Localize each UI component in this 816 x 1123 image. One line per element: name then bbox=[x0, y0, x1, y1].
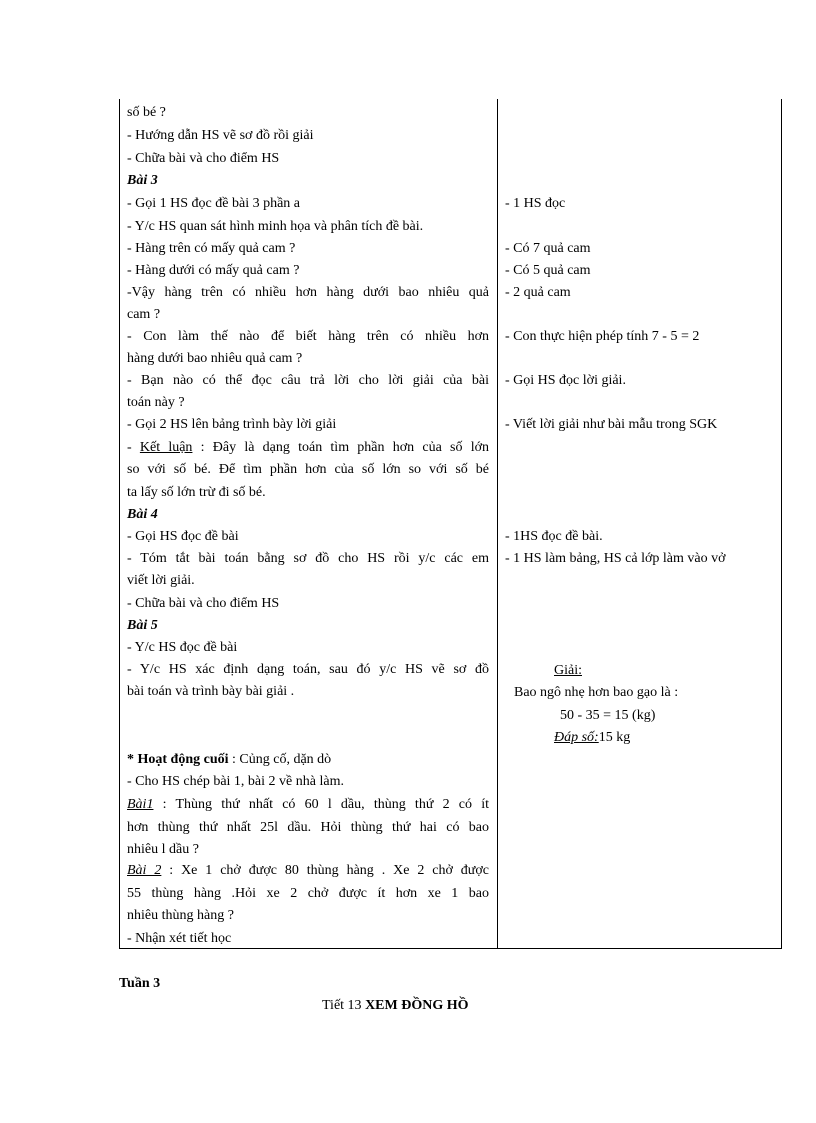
final-activity-line bbox=[127, 751, 331, 769]
final-activity-text: : Củng cố, dặn dò bbox=[228, 752, 332, 767]
left-line: - Nhận xét tiết học bbox=[127, 931, 232, 946]
left-line: hàng dưới bao nhiêu quả cam ? bbox=[127, 351, 303, 366]
left-line: -Vậy hàng trên có nhiều hơn hàng dưới bao nhiêu quả bbox=[127, 285, 489, 300]
conclusion-prefix: - bbox=[127, 440, 140, 455]
right-line: - 1 HS đọc bbox=[505, 196, 566, 211]
final-activity-label: * Hoạt động cuối bbox=[127, 752, 229, 767]
answer-line bbox=[554, 729, 630, 747]
right-line: - Gọi HS đọc lời giải. bbox=[505, 373, 626, 388]
left-line: - Chữa bài và cho điểm HS bbox=[127, 596, 280, 611]
left-line: so với số bé. Để tìm phần hơn của số lớn so với số bé bbox=[127, 462, 489, 477]
left-line: bài toán và trình bày bài giải . bbox=[127, 684, 295, 699]
left-line: viết lời giải. bbox=[127, 573, 195, 588]
left-line: - Chữa bài và cho điểm HS bbox=[127, 151, 280, 166]
left-line: - Bạn nào có thể đọc câu trả lời cho lời giải của bài bbox=[127, 373, 489, 388]
left-line: - Hướng dẫn HS vẽ sơ đồ rồi giải bbox=[127, 128, 314, 143]
right-line: - Có 5 quả cam bbox=[505, 263, 591, 278]
left-line: số bé ? bbox=[127, 105, 166, 120]
left-line: cam ? bbox=[127, 307, 161, 322]
lesson-title bbox=[322, 998, 469, 1014]
left-line: - Y/c HS đọc đề bài bbox=[127, 640, 238, 655]
lesson-table bbox=[119, 99, 782, 949]
left-line: 55 thùng hàng .Hỏi xe 2 chở được ít hơn xe 1 bao bbox=[127, 886, 489, 901]
lesson-number: Tiết 13 bbox=[322, 998, 366, 1013]
exercise-2-line bbox=[127, 862, 489, 880]
lesson-name: XEM ĐỒNG HỒ bbox=[365, 998, 469, 1013]
column-divider bbox=[497, 99, 498, 948]
left-line: - Hàng trên có mấy quả cam ? bbox=[127, 241, 296, 256]
right-line: - 2 quả cam bbox=[505, 285, 571, 300]
exercise-2-label: Bài 2 bbox=[127, 863, 162, 878]
left-line: - Cho HS chép bài 1, bài 2 về nhà làm. bbox=[127, 774, 344, 789]
left-line: ta lấy số lớn trừ đi số bé. bbox=[127, 485, 266, 500]
right-line: - 1 HS làm bảng, HS cả lớp làm vào vở bbox=[505, 551, 726, 566]
left-line: nhiêu l dầu ? bbox=[127, 842, 199, 857]
left-line: hơn thùng thứ nhất 25l dầu. Hỏi thùng thứ hai có bao bbox=[127, 820, 489, 835]
section-heading-bai4: Bài 4 bbox=[127, 507, 158, 522]
right-line: - Con thực hiện phép tính 7 - 5 = 2 bbox=[505, 329, 700, 344]
left-line: nhiêu thùng hàng ? bbox=[127, 908, 234, 923]
left-line: - Tóm tắt bài toán bằng sơ đồ cho HS rồi y/c các em bbox=[127, 551, 489, 566]
left-line: - Con làm thế nào để biết hàng trên có nhiều hơn bbox=[127, 329, 489, 344]
left-line: toán này ? bbox=[127, 395, 185, 410]
conclusion-text: : Đây là dạng toán tìm phần hơn của số lớn bbox=[192, 440, 489, 455]
conclusion-label: Kết luận bbox=[139, 440, 193, 455]
left-line: - Y/c HS xác định dạng toán, sau đó y/c HS vẽ sơ đồ bbox=[127, 662, 489, 677]
solution-line: Bao ngô nhẹ hơn bao gạo là : bbox=[514, 685, 679, 700]
answer-label: Đáp số: bbox=[554, 730, 599, 745]
solution-calc: 50 - 35 = 15 (kg) bbox=[560, 708, 656, 723]
section-heading-bai5: Bài 5 bbox=[127, 618, 158, 633]
left-line: - Hàng dưới có mấy quả cam ? bbox=[127, 263, 300, 278]
answer-value: 15 kg bbox=[598, 730, 631, 745]
left-line: - Gọi HS đọc đề bài bbox=[127, 529, 239, 544]
section-heading-bai3: Bài 3 bbox=[127, 173, 158, 188]
exercise-1-label: Bài1 bbox=[127, 797, 154, 812]
left-line: - Gọi 2 HS lên bảng trình bày lời giải bbox=[127, 417, 337, 432]
right-line: - 1HS đọc đề bài. bbox=[505, 529, 603, 544]
right-line: - Viết lời giải như bài mẫu trong SGK bbox=[505, 417, 718, 432]
exercise-2-text: : Xe 1 chở được 80 thùng hàng . Xe 2 chở được bbox=[161, 863, 489, 878]
left-line: - Y/c HS quan sát hình minh họa và phân tích đề bài. bbox=[127, 219, 424, 234]
left-line: - Gọi 1 HS đọc đề bài 3 phần a bbox=[127, 196, 301, 211]
exercise-1-text: : Thùng thứ nhất có 60 l dầu, thùng thứ 2 có ít bbox=[153, 797, 489, 812]
solution-heading: Giải: bbox=[554, 663, 582, 678]
right-line: - Có 7 quả cam bbox=[505, 241, 591, 256]
conclusion-line bbox=[127, 439, 489, 457]
week-label: Tuần 3 bbox=[119, 976, 161, 991]
exercise-1-line bbox=[127, 796, 489, 814]
